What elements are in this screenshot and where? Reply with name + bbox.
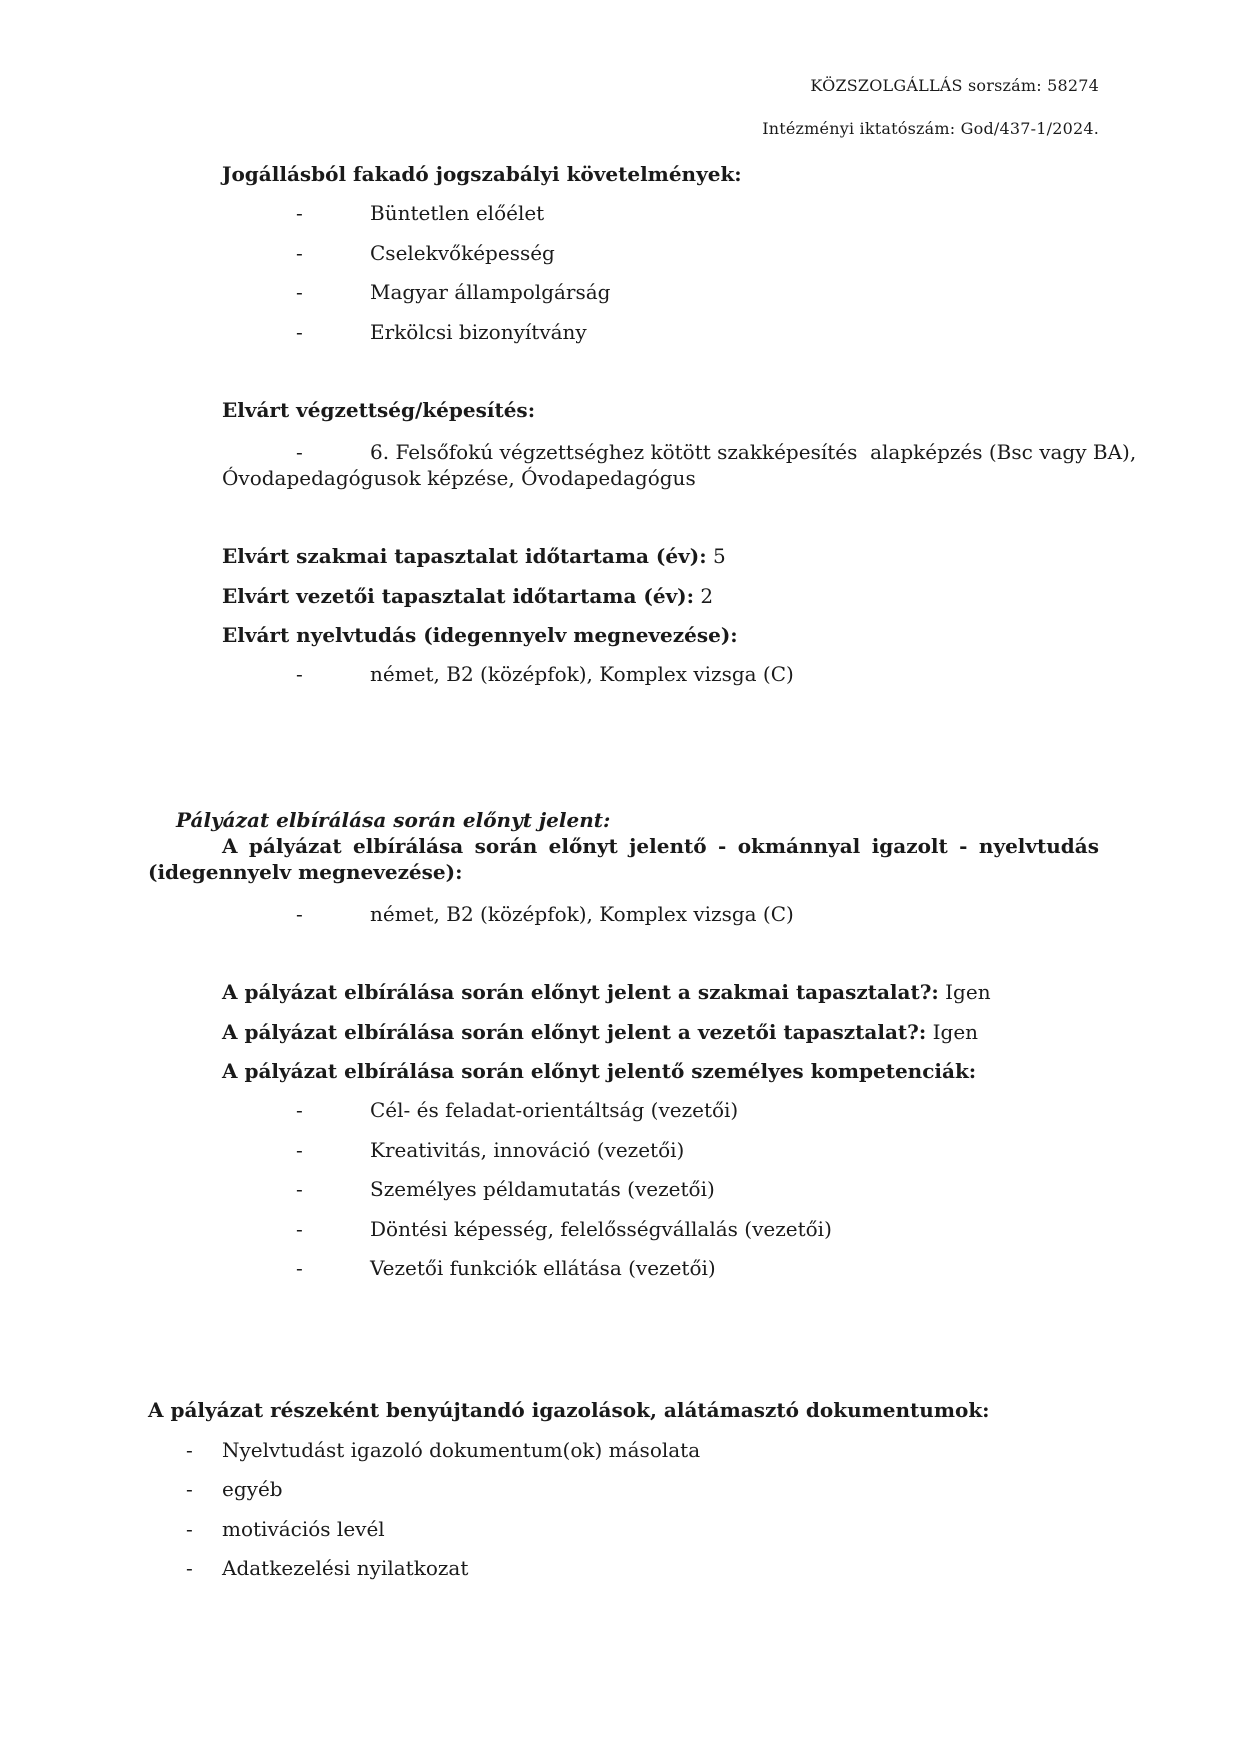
list-bullet: - — [186, 1477, 193, 1501]
list-bullet: - — [296, 320, 303, 344]
list-bullet: - — [186, 1438, 193, 1462]
list-item: Cél- és feladat-orientáltság (vezetői) — [370, 1098, 739, 1122]
posting-number: KÖZSZOLGÁLLÁS sorszám: 58274 — [810, 76, 1099, 95]
advantage-management-value: Igen — [932, 1020, 979, 1044]
professional-experience-label: Elvárt szakmai tapasztalat időtartama (év): — [222, 544, 707, 568]
list-item: Adatkezelési nyilatkozat — [222, 1556, 469, 1580]
list-bullet: - — [296, 1138, 303, 1162]
management-experience — [222, 584, 713, 608]
list-bullet: - — [296, 662, 303, 686]
list-bullet: - — [296, 440, 303, 464]
advantage-management-label: A pályázat elbírálása során előnyt jelent a vezetői tapasztalat?: — [222, 1020, 927, 1044]
list-item: Nyelvtudást igazoló dokumentum(ok) másolata — [222, 1438, 701, 1462]
list-item: Büntetlen előélet — [370, 201, 545, 225]
management-experience-value: 2 — [700, 584, 714, 608]
advantage-language-line-2: (idegennyelv megnevezése): — [148, 860, 463, 884]
education-heading: Elvárt végzettség/képesítés: — [222, 398, 536, 422]
list-bullet: - — [296, 280, 303, 304]
list-item: Személyes példamutatás (vezetői) — [370, 1177, 715, 1201]
list-item: Döntési képesség, felelősségvállalás (vezetői) — [370, 1217, 832, 1241]
legal-requirements-heading: Jogállásból fakadó jogszabályi követelmények: — [222, 162, 742, 186]
list-item: Magyar állampolgárság — [370, 280, 611, 304]
list-item: Cselekvőképesség — [370, 241, 555, 265]
education-line-1: 6. Felsőfokú végzettséghez kötött szakképesítés alapképzés (Bsc vagy BA), — [370, 440, 1137, 464]
list-bullet: - — [296, 1098, 303, 1122]
list-bullet: - — [296, 1217, 303, 1241]
list-bullet: - — [296, 1177, 303, 1201]
management-experience-label: Elvárt vezetői tapasztalat időtartama (év): — [222, 584, 695, 608]
list-bullet: - — [296, 902, 303, 926]
advantage-language-item: német, B2 (középfok), Komplex vizsga (C) — [370, 902, 794, 926]
advantage-management — [222, 1020, 978, 1044]
list-item: egyéb — [222, 1477, 283, 1501]
professional-experience-value: 5 — [712, 544, 726, 568]
advantage-title: Pályázat elbírálása során előnyt jelent: — [176, 808, 611, 832]
documents-heading: A pályázat részeként benyújtandó igazolások, alátámasztó dokumentumok: — [148, 1398, 990, 1422]
list-bullet: - — [186, 1556, 193, 1580]
advantage-language-line-1: A pályázat elbírálása során előnyt jelentő - okmánnyal igazolt - nyelvtudás — [222, 834, 1099, 858]
list-bullet: - — [296, 201, 303, 225]
list-item: Erkölcsi bizonyítvány — [370, 320, 587, 344]
list-bullet: - — [296, 241, 303, 265]
advantage-professional-value: Igen — [945, 980, 991, 1004]
registry-number: Intézményi iktatószám: God/437-1/2024. — [762, 119, 1099, 138]
list-item: motivációs levél — [222, 1517, 385, 1541]
education-line-2: Óvodapedagógusok képzése, Óvodapedagógus — [222, 466, 696, 490]
advantage-professional-label: A pályázat elbírálása során előnyt jelent a szakmai tapasztalat?: — [222, 980, 939, 1004]
list-bullet: - — [296, 1256, 303, 1280]
list-item: Vezetői funkciók ellátása (vezetői) — [370, 1256, 716, 1280]
professional-experience — [222, 544, 726, 568]
language-requirement-heading: Elvárt nyelvtudás (idegennyelv megnevezése): — [222, 623, 738, 647]
list-bullet: - — [186, 1517, 193, 1541]
competencies-heading: A pályázat elbírálása során előnyt jelentő személyes kompetenciák: — [222, 1059, 977, 1083]
list-item: Kreativitás, innováció (vezetői) — [370, 1138, 685, 1162]
advantage-professional — [222, 980, 991, 1004]
language-requirement-item: német, B2 (középfok), Komplex vizsga (C) — [370, 662, 794, 686]
